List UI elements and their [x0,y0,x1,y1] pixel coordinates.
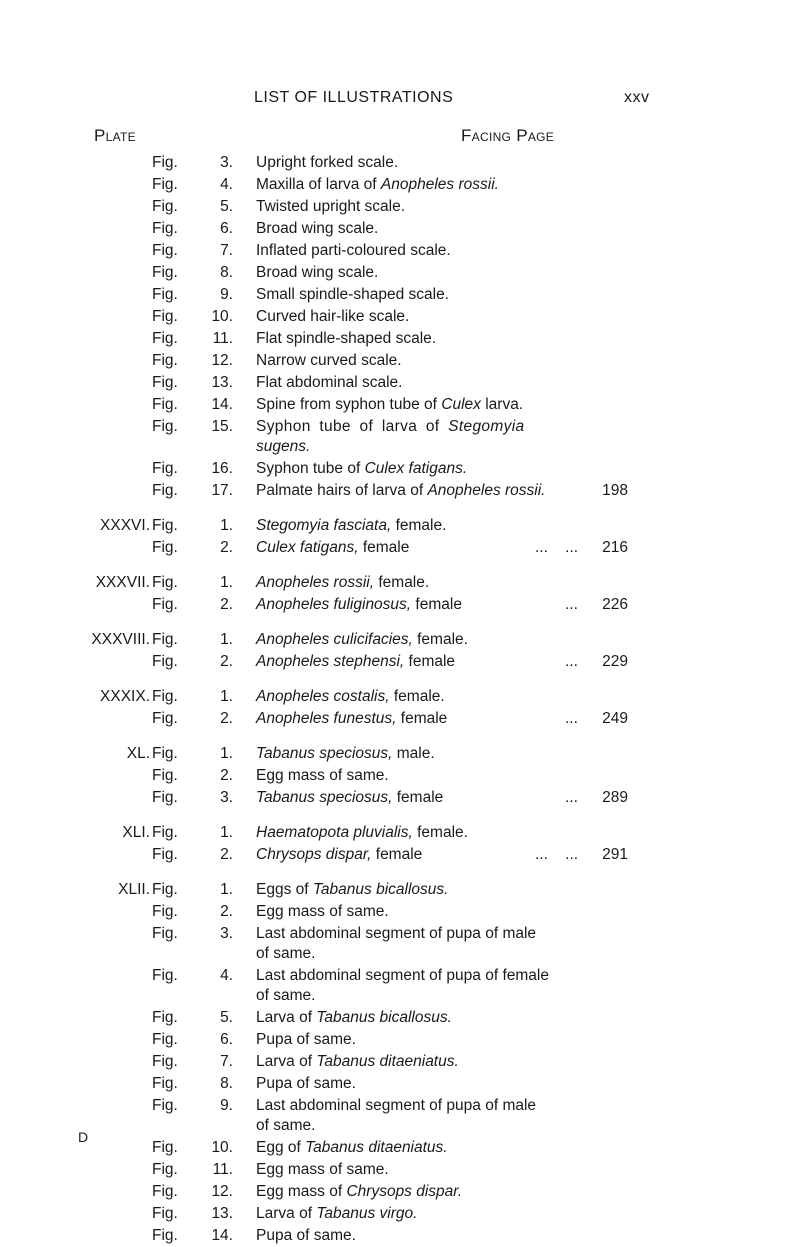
fig-label: Fig. [152,330,178,347]
taxon-name: Anopheles culicifacies, [256,631,413,648]
figure-entry [0,350,800,372]
fig-number: 8. [220,1075,233,1092]
fig-number: 1. [220,574,233,591]
figure-description [256,629,468,651]
section-gap [0,559,800,572]
leader-dots: ... ... [535,539,579,556]
description-text: Syphon tube of larva of [256,418,449,435]
figure-entry [0,372,800,394]
fig-label: Fig. [152,1139,178,1156]
fig-number: 1. [220,517,233,534]
fig-label: Fig. [152,925,178,942]
taxon-name: Anopheles costalis, [256,688,390,705]
taxon-name: Tabanus speciosus, [256,789,393,806]
section-gap [0,809,800,822]
figure-description [256,372,402,394]
figure-entry [0,1051,800,1073]
fig-number: 7. [220,1053,233,1070]
fig-label: Fig. [152,1097,178,1114]
figure-description [256,965,549,987]
figure-description [256,1181,462,1203]
plate-column-header: Plate [94,126,136,145]
figure-entry [0,1095,800,1117]
taxon-name: Anopheles rossii, [256,574,375,591]
figure-entry [0,1203,800,1225]
taxon-name: Haematopota pluvialis, [256,824,413,841]
fig-label: Fig. [152,903,178,920]
page-number: xxv [624,89,650,106]
fig-label: Fig. [152,539,178,556]
fig-number: 10. [211,1139,233,1156]
description-text: female [358,539,410,556]
description-text: Egg mass of same. [256,903,389,920]
figure-entry [0,594,800,616]
figure-description [256,987,315,1005]
plate-number: XXXVI. [100,517,150,534]
figure-description [256,594,462,616]
figure-entry [0,480,800,502]
figure-entry [0,965,800,987]
fig-label: Fig. [152,596,178,613]
fig-label: Fig. [152,1075,178,1092]
figure-entry [0,537,800,559]
taxon-name: Culex fatigans. [364,460,468,477]
figure-entry [0,1159,800,1181]
fig-label: Fig. [152,220,178,237]
fig-number: 4. [220,967,233,984]
fig-number: 2. [220,539,233,556]
description-text: Broad wing scale. [256,264,379,281]
description-text: Small spindle-shaped scale. [256,286,449,303]
fig-number: 14. [211,1227,233,1244]
description-text: Narrow curved scale. [256,352,402,369]
fig-label: Fig. [152,846,178,863]
fig-label: Fig. [152,1031,178,1048]
fig-number: 2. [220,653,233,670]
taxon-name: Anopheles rossii. [427,482,546,499]
figure-description [256,240,451,262]
figure-description [256,480,546,502]
figure-description [256,328,436,350]
figure-description [256,1051,459,1073]
fig-label: Fig. [152,653,178,670]
taxon-name: Anopheles stephensi, [256,653,405,670]
taxon-name: Anopheles rossii. [380,176,499,193]
figure-description [256,1159,389,1181]
fig-label: Fig. [152,789,178,806]
description-text: male. [392,745,435,762]
figure-entry [0,879,800,901]
figure-entry [0,765,800,787]
fig-number: 2. [220,767,233,784]
description-text: Upright forked scale. [256,154,399,171]
leader-dots: ... [565,789,578,806]
fig-number: 13. [211,374,233,391]
description-text: of same. [256,945,316,962]
description-text: of same. [256,987,316,1004]
figure-description [256,765,389,787]
description-text: Larva of [256,1053,317,1070]
continuation-line [0,1117,800,1137]
figure-description [256,743,435,765]
fig-number: 2. [220,903,233,920]
figure-description [256,901,389,923]
leader-dots: ... [565,710,578,727]
fig-number: 9. [220,1097,233,1114]
fig-label: Fig. [152,1053,178,1070]
description-text: female. [374,574,430,591]
taxon-name: Stegomyia fasciata, [256,517,392,534]
figure-entry [0,218,800,240]
figure-description [256,262,378,284]
continuation-line [0,987,800,1007]
figure-entry [0,284,800,306]
figure-entry [0,1225,800,1247]
facing-page-number: 216 [602,539,628,556]
figure-description [256,458,467,480]
fig-label: Fig. [152,1183,178,1200]
figure-entry [0,306,800,328]
fig-label: Fig. [152,308,178,325]
description-text: Larva of [256,1009,317,1026]
figure-description [256,284,449,306]
figure-entry [0,901,800,923]
fig-label: Fig. [152,264,178,281]
fig-label: Fig. [152,967,178,984]
description-text: Egg mass of same. [256,767,389,784]
description-text: Pupa of same. [256,1227,356,1244]
fig-number: 9. [220,286,233,303]
figure-description [256,923,536,945]
fig-label: Fig. [152,286,178,303]
figure-description [256,394,523,416]
figure-entry [0,708,800,730]
taxon-name: Stegomyia [448,418,525,435]
figure-entry [0,743,800,765]
illustration-list [0,152,800,1247]
figure-description [256,218,378,240]
figure-entry [0,1007,800,1029]
plate-number: XLI. [122,824,150,841]
description-text: female. [391,517,447,534]
section-gap [0,673,800,686]
fig-label: Fig. [152,352,178,369]
fig-label: Fig. [152,154,178,171]
figure-description [256,945,315,963]
description-text: Pupa of same. [256,1075,356,1092]
description-text: Palmate hairs of larva of [256,482,428,499]
figure-entry [0,822,800,844]
fig-label: Fig. [152,745,178,762]
fig-number: 2. [220,596,233,613]
fig-label: Fig. [152,824,178,841]
description-text: Maxilla of larva of [256,176,381,193]
description-text: Egg of [256,1139,306,1156]
fig-number: 1. [220,631,233,648]
taxon-name: Anopheles funestus, [256,710,397,727]
fig-label: Fig. [152,176,178,193]
description-text: Eggs of [256,881,313,898]
description-text: Egg mass of [256,1183,347,1200]
fig-number: 13. [211,1205,233,1222]
figure-description [256,537,409,559]
figure-entry [0,651,800,673]
fig-number: 17. [211,482,233,499]
description-text: Twisted upright scale. [256,198,406,215]
figure-description [256,350,402,372]
fig-number: 6. [220,1031,233,1048]
facing-page-number: 229 [602,653,628,670]
fig-label: Fig. [152,1009,178,1026]
fig-number: 3. [220,154,233,171]
figure-entry [0,152,800,174]
figure-description [256,1029,356,1051]
taxon-name: Chrysops dispar. [346,1183,463,1200]
fig-label: Fig. [152,198,178,215]
running-head-title: LIST OF ILLUSTRATIONS [254,89,454,106]
figure-entry [0,1073,800,1095]
fig-number: 5. [220,1009,233,1026]
figure-description [256,651,455,673]
figure-description [256,1203,417,1225]
figure-description [256,1137,448,1159]
plate-number: XXXIX. [100,688,150,705]
fig-number: 6. [220,220,233,237]
description-text: Pupa of same. [256,1031,356,1048]
description-text: larva. [480,396,524,413]
figure-entry [0,686,800,708]
continuation-line [0,438,800,458]
figure-description [256,306,409,328]
fig-number: 12. [211,352,233,369]
figure-description [256,152,398,174]
description-text: Last abdominal segment of pupa of male [256,925,537,942]
fig-number: 15. [211,418,233,435]
section-gap [0,616,800,629]
plate-number: XLII. [118,881,150,898]
fig-number: 11. [212,330,233,347]
description-text: female [404,653,456,670]
description-text: Syphon tube of [256,460,365,477]
facing-page-number: 226 [602,596,628,613]
taxon-name: Tabanus speciosus, [256,745,393,762]
figure-description [256,438,310,456]
taxon-name: Tabanus bicallosus. [316,1009,452,1026]
figure-description [256,174,499,196]
section-gap [0,730,800,743]
facing-page-column-header: Facing Page [461,126,555,145]
fig-label: Fig. [152,631,178,648]
fig-label: Fig. [152,242,178,259]
figure-description [256,1117,315,1135]
fig-number: 1. [220,881,233,898]
taxon-name: Chrysops dispar, [256,846,372,863]
figure-description [256,708,447,730]
description-text: Flat abdominal scale. [256,374,403,391]
fig-label: Fig. [152,1161,178,1178]
figure-description [256,196,405,218]
description-text: of same. [256,1117,316,1134]
figure-entry [0,1137,800,1159]
description-text: female. [389,688,445,705]
description-text: Last abdominal segment of pupa of male [256,1097,537,1114]
figure-description [256,686,445,708]
fig-label: Fig. [152,688,178,705]
figure-entry [0,262,800,284]
plate-number: XL. [126,745,150,762]
fig-label: Fig. [152,482,178,499]
figure-entry [0,515,800,537]
continuation-line [0,945,800,965]
figure-entry [0,458,800,480]
figure-entry [0,844,800,866]
fig-number: 3. [220,925,233,942]
description-text: Flat spindle-shaped scale. [256,330,437,347]
running-head [0,89,800,111]
fig-number: 3. [220,789,233,806]
facing-page-number: 249 [602,710,628,727]
figure-description [256,1095,536,1117]
figure-entry [0,787,800,809]
section-gap [0,866,800,879]
taxon-name: Anopheles fuliginosus, [256,596,412,613]
fig-number: 1. [220,745,233,762]
facing-page-number: 291 [602,846,628,863]
figure-description [256,416,525,438]
figure-entry [0,416,800,438]
section-gap [0,502,800,515]
fig-number: 12. [211,1183,233,1200]
figure-description [256,1225,356,1247]
fig-number: 2. [220,846,233,863]
fig-number: 4. [220,176,233,193]
figure-entry [0,174,800,196]
figure-entry [0,1181,800,1203]
figure-entry [0,1029,800,1051]
fig-label: Fig. [152,881,178,898]
figure-entry [0,240,800,262]
fig-label: Fig. [152,1205,178,1222]
figure-entry [0,923,800,945]
description-text: Curved hair-like scale. [256,308,410,325]
figure-description [256,1007,452,1029]
facing-page-number: 289 [602,789,628,806]
figure-description [256,787,443,809]
description-text: female. [412,631,468,648]
description-text: Broad wing scale. [256,220,379,237]
description-text: Last abdominal segment of pupa of female [256,967,549,984]
description-text: female [392,789,444,806]
figure-entry [0,394,800,416]
fig-label: Fig. [152,374,178,391]
description-text: Egg mass of same. [256,1161,389,1178]
fig-label: Fig. [152,574,178,591]
fig-number: 5. [220,198,233,215]
description-text: female. [412,824,468,841]
column-headers [0,126,800,148]
fig-label: Fig. [152,460,178,477]
fig-label: Fig. [152,767,178,784]
description-text: Spine from syphon tube of [256,396,442,413]
figure-description [256,572,429,594]
fig-number: 10. [211,308,233,325]
taxon-name: sugens. [256,438,311,455]
leader-dots: ... [565,596,578,613]
fig-number: 1. [220,824,233,841]
taxon-name: Tabanus virgo. [316,1205,418,1222]
fig-number: 14. [211,396,233,413]
figure-entry [0,572,800,594]
plate-number: XXXVII. [95,574,150,591]
facing-page-number: 198 [602,482,628,499]
description-text: Larva of [256,1205,317,1222]
signature-mark: D [78,1129,89,1145]
figure-entry [0,328,800,350]
figure-description [256,844,422,866]
fig-number: 11. [212,1161,233,1178]
figure-description [256,515,446,537]
description-text: female [371,846,423,863]
fig-label: Fig. [152,1227,178,1244]
taxon-name: Culex fatigans, [256,539,359,556]
fig-label: Fig. [152,396,178,413]
fig-label: Fig. [152,710,178,727]
description-text: Inflated parti-coloured scale. [256,242,451,259]
leader-dots: ... ... [535,846,579,863]
figure-entry [0,196,800,218]
figure-description [256,1073,356,1095]
fig-number: 2. [220,710,233,727]
figure-entry [0,629,800,651]
fig-label: Fig. [152,418,178,435]
figure-description [256,822,468,844]
fig-number: 1. [220,688,233,705]
plate-number: XXXVIII. [91,631,150,648]
description-text: female [411,596,462,613]
fig-number: 16. [211,460,233,477]
fig-number: 7. [220,242,233,259]
fig-label: Fig. [152,517,178,534]
description-text: female [396,710,448,727]
figure-description [256,879,448,901]
taxon-name: Tabanus ditaeniatus. [305,1139,448,1156]
leader-dots: ... [565,653,578,670]
fig-number: 8. [220,264,233,281]
taxon-name: Tabanus ditaeniatus. [316,1053,459,1070]
taxon-name: Tabanus bicallosus. [312,881,449,898]
taxon-name: Culex [441,396,481,413]
